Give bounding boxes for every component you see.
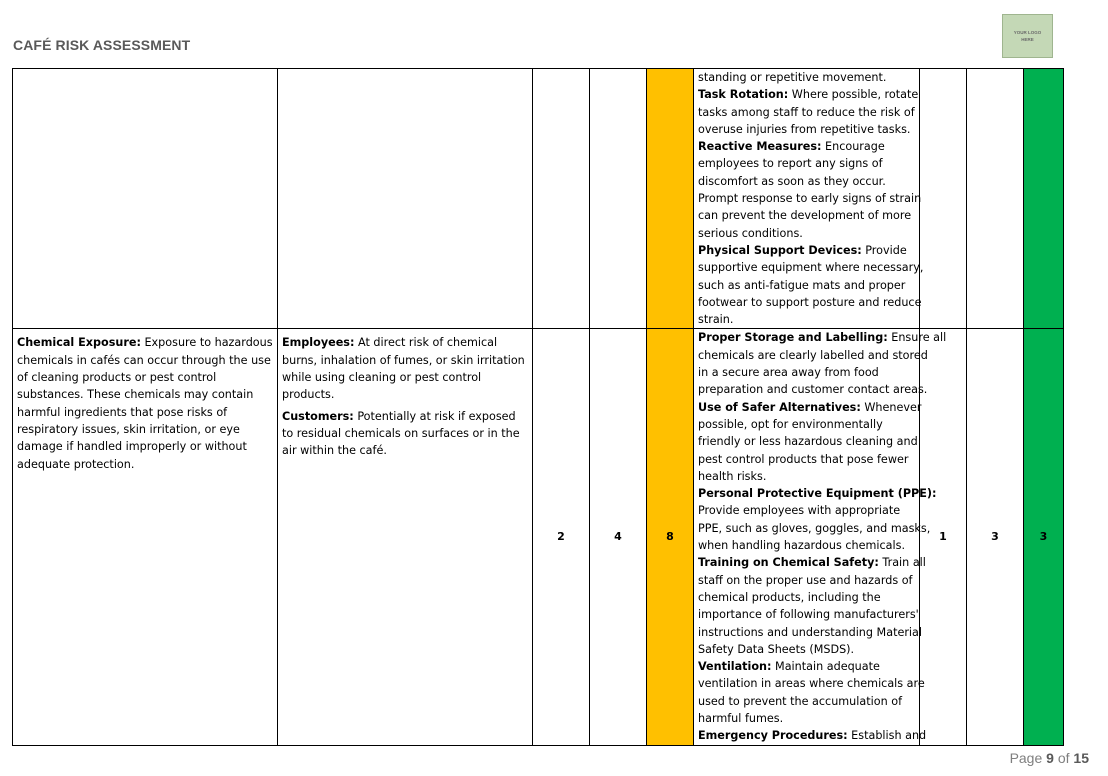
control-measure-text: such as anti-fatigue mats and proper (698, 278, 906, 292)
control-measure-text: ventilation in areas where chemicals are (698, 677, 925, 691)
control-measure-text: PPE, such as gloves, goggles, and masks, (698, 521, 931, 535)
control-measure-text: tasks among staff to reduce the risk of (698, 105, 915, 119)
residual-risk-cell: 3 (1024, 329, 1064, 745)
likelihood-cell (533, 69, 590, 329)
control-measure-line (698, 658, 919, 675)
control-measure-term: Ventilation: (698, 660, 772, 674)
control-measure-text: possible, opt for environmentally (698, 417, 883, 431)
residual-severity-cell (967, 69, 1024, 329)
control-measure-text: Provide (861, 243, 907, 257)
residual-risk-cell (1024, 69, 1064, 329)
control-measure-line (698, 277, 919, 294)
severity-cell (590, 69, 647, 329)
control-measure-text: strain. (698, 313, 734, 327)
control-measure-text: footwear to support posture and reduce (698, 295, 922, 309)
likelihood-cell: 2 (533, 329, 590, 745)
control-measure-text: Provide employees with appropriate (698, 504, 901, 518)
control-measure-text: chemical products, including the (698, 590, 881, 604)
control-measure-line (698, 225, 919, 242)
who-entry-customers (282, 408, 528, 460)
page-total: 15 (1073, 750, 1089, 766)
control-measure-text: Safety Data Sheets (MSDS). (698, 642, 855, 656)
control-measure-line (698, 710, 919, 727)
control-measure-text: Maintain adequate (771, 660, 880, 674)
hazard-text: Exposure to hazardous chemicals in cafés can occur through the use of cleaning products or pest control substances. These chemicals may contain harmful ingredients that pose risks of respiratory issues, skin irritation, or eye damage if handled improperly or without adequate protection. (17, 336, 273, 471)
hazard-description (17, 334, 273, 472)
control-measure-line (698, 520, 931, 537)
control-measure-line (698, 606, 919, 623)
control-measure-text: discomfort as soon as they occur. (698, 174, 886, 188)
control-measure-text: supportive equipment where necessary, (698, 261, 924, 275)
control-measure-line (698, 190, 922, 207)
who-entry-employees (282, 334, 528, 403)
control-measure-line (698, 572, 919, 589)
control-measure-line (698, 311, 919, 328)
severity-cell: 4 (590, 329, 647, 745)
control-measure-text: Whenever (860, 400, 922, 414)
control-measure-line (698, 329, 947, 346)
control-measure-text: Train all (878, 556, 926, 570)
control-measure-line (698, 554, 926, 571)
control-measure-line (698, 727, 927, 744)
control-measure-text: Encourage (821, 140, 885, 154)
control-measure-term: Emergency Procedures: (698, 729, 848, 743)
risk-rating-cell: 8 (647, 329, 694, 745)
control-measure-line (698, 381, 928, 398)
control-measure-text: can prevent the development of more (698, 209, 912, 223)
page-number (1010, 750, 1089, 766)
control-measure-line (698, 242, 919, 259)
who-term: Employees: (282, 336, 355, 350)
control-measure-text: serious conditions. (698, 226, 803, 240)
control-measure-line (698, 433, 919, 450)
control-measure-text: Establish and (847, 729, 927, 743)
control-measure-line (698, 537, 919, 554)
control-measure-line (698, 259, 924, 276)
table-row (13, 69, 1064, 329)
control-measure-text: preparation and customer contact areas. (698, 383, 928, 397)
control-measure-text: overuse injuries from repetitive tasks. (698, 122, 911, 136)
page-prefix: Page (1009, 750, 1043, 766)
control-measure-term: Personal Protective Equipment (PPE): (698, 487, 937, 501)
control-measure-text: friendly or less hazardous cleaning and (698, 435, 918, 449)
logo-line-2: HERE (1021, 37, 1034, 42)
control-measure-term: Training on Chemical Safety: (698, 556, 879, 570)
control-measure-text: pest control products that pose fewer (698, 452, 909, 466)
control-measures-cell (694, 329, 947, 745)
who-at-risk-cell (278, 69, 533, 329)
control-measure-text: Prompt response to early signs of strain (698, 192, 922, 206)
control-measure-line (698, 121, 919, 138)
control-measure-text: in a secure area away from food (698, 366, 879, 380)
who-at-risk-cell (278, 329, 533, 745)
control-measure-line (698, 641, 919, 658)
control-measure-text: harmful fumes. (698, 711, 784, 725)
control-measure-line (698, 207, 919, 224)
control-measure-line (698, 416, 919, 433)
control-measures-cell (694, 69, 924, 329)
control-measure-term: Physical Support Devices: (698, 243, 862, 257)
control-measure-line (698, 104, 919, 121)
control-measure-text: Ensure all (887, 331, 947, 345)
control-measure-line (698, 589, 919, 606)
control-measure-line (698, 69, 919, 86)
control-measure-line (698, 347, 928, 364)
control-measure-text: staff on the proper use and hazards of (698, 573, 913, 587)
control-measure-text: instructions and understanding Material (698, 625, 923, 639)
control-measure-line (698, 86, 919, 103)
control-measure-term: Proper Storage and Labelling: (698, 331, 888, 345)
risk-rating-cell (647, 69, 694, 329)
control-measure-line (698, 485, 937, 502)
hazard-cell (13, 329, 278, 745)
control-measure-line (698, 294, 922, 311)
control-measure-term: Task Rotation: (698, 88, 789, 102)
table-row (13, 329, 1064, 745)
residual-severity-cell: 3 (967, 329, 1024, 745)
control-measure-text: Where possible, rotate (788, 88, 919, 102)
control-measure-line (698, 155, 919, 172)
residual-likelihood-cell (920, 69, 967, 329)
control-measure-line (698, 468, 919, 485)
control-measure-text: standing or repetitive movement. (698, 71, 887, 84)
who-term: Customers: (282, 409, 354, 423)
control-measure-line (698, 675, 925, 692)
control-measure-line (698, 451, 919, 468)
control-measure-line (698, 138, 919, 155)
control-measure-text: chemicals are clearly labelled and stored (698, 348, 928, 362)
document-title: CAFÉ RISK ASSESSMENT (13, 37, 191, 53)
control-measure-line (698, 693, 919, 710)
hazard-cell (13, 69, 278, 329)
control-measure-text: employees to report any signs of (698, 157, 883, 171)
control-measure-term: Reactive Measures: (698, 140, 822, 154)
control-measure-text: importance of following manufacturers' (698, 608, 919, 622)
control-measure-line (698, 173, 919, 190)
hazard-term: Chemical Exposure: (17, 336, 141, 350)
logo-placeholder (1002, 14, 1053, 58)
risk-assessment-table (12, 68, 1064, 746)
residual-likelihood-cell: 1 (920, 329, 967, 745)
control-measure-line (698, 624, 923, 641)
page-separator: of (1057, 750, 1070, 766)
control-measure-line (698, 502, 919, 519)
control-measure-line (698, 364, 919, 381)
who-text: At direct risk of chemical burns, inhalation of fumes, or skin irritation while using cleaning or pest control products. (282, 336, 525, 402)
control-measure-term: Use of Safer Alternatives: (698, 400, 861, 414)
control-measure-line (698, 399, 922, 416)
logo-line-1: YOUR LOGO (1013, 30, 1042, 35)
who-text: Potentially at risk if exposed to residual chemicals on surfaces or in the air within the café. (282, 409, 520, 458)
page-current: 9 (1046, 750, 1054, 766)
control-measure-text: health risks. (698, 469, 767, 483)
control-measure-text: used to prevent the accumulation of (698, 694, 903, 708)
control-measure-text: when handling hazardous chemicals. (698, 539, 906, 553)
